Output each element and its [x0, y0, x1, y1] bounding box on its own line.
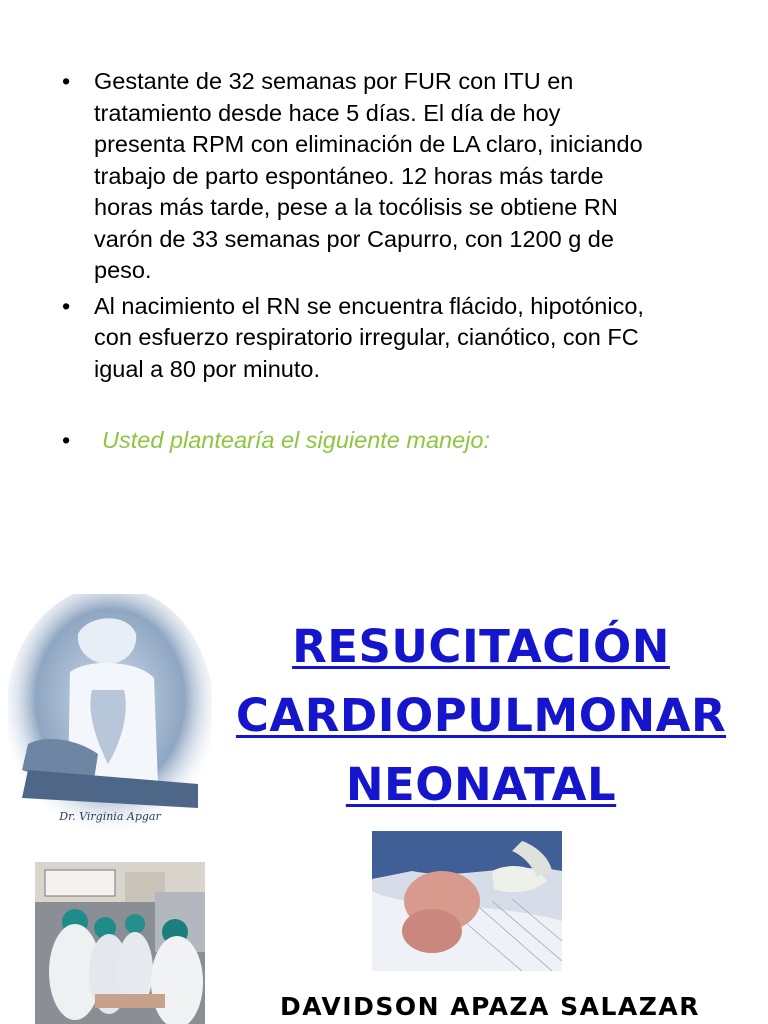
title-line: NEONATAL	[345, 758, 617, 811]
bullet-line: tratamiento desde hace 5 días. El día de hoy	[94, 99, 561, 126]
bullet-line: Al nacimiento el RN se encuentra flácido, hipotónico,	[94, 292, 644, 319]
bullet-newborn-status	[62, 291, 742, 386]
bullet-line: Gestante de 32 semanas por FUR con ITU en	[94, 68, 574, 94]
author-name: DAVIDSON APAZA SALAZAR	[280, 992, 700, 1021]
bullet-case-history	[62, 66, 742, 287]
bullet-dot: •	[62, 427, 71, 453]
presentation-title	[205, 612, 757, 819]
bullet-line: con esfuerzo respiratorio irregular, cianótico, con FC	[94, 324, 639, 350]
bullet-line: peso.	[94, 257, 152, 283]
medical-team-photo	[35, 862, 205, 1024]
bullet-dot: •	[62, 292, 71, 319]
bullet-line: trabajo de parto espontáneo. 12 horas más tarde	[94, 162, 604, 189]
title-line: RESUCITACIÓN	[292, 620, 670, 673]
apgar-caption: Dr. Virginia Apgar	[59, 810, 161, 823]
bullet-line: presenta RPM con eliminación de LA claro, iniciando	[94, 131, 643, 157]
bullet-line: horas más tarde, pese a la tocólisis se obtiene RN	[94, 194, 618, 220]
bullet-dot: •	[62, 68, 71, 94]
apgar-photo	[8, 594, 212, 840]
question-text: Usted plantearía el siguiente manejo:	[102, 427, 490, 453]
title-line: CARDIOPULMONAR	[235, 689, 727, 742]
bullet-line: igual a 80 por minuto.	[94, 355, 321, 382]
newborn-photo	[372, 831, 562, 971]
case-bullet-list	[62, 66, 742, 457]
bullet-question	[62, 425, 742, 457]
bullet-line: varón de 33 semanas por Capurro, con 1200 g de	[94, 225, 614, 252]
